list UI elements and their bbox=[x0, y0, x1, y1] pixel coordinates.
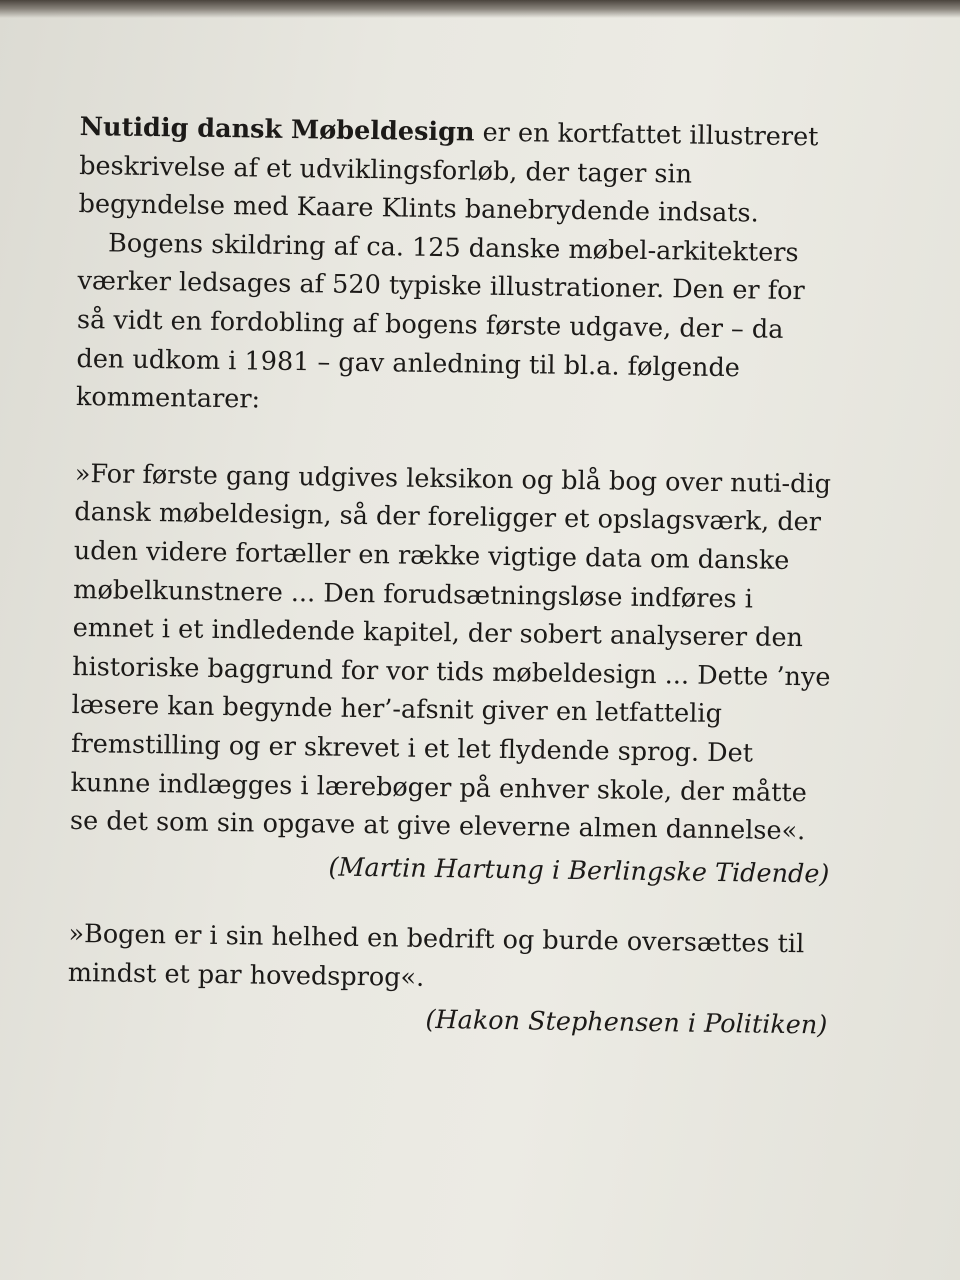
intro-text: er en kortfattet illustreret beskrivelse af et udviklingsforløb, der tager sin begyndelse med Kaare Klints banebrydende indsats. bbox=[78, 117, 819, 229]
quote-berlingske: »For første gang udgives leksikon og blå bog over nuti-dig dansk møbeldesign, så der foreligger et opslagsværk, der uden videre fortæller en række vigtige data om danske møbelkunstnere ... Den forudsætningsløse indføres i emnet i et indledende kapitel, der sobert analyserer den historiske baggrund for vor tids møbeldesign ... Dette ’nye læsere kan begynde her’-afsnit giver en letfattelig fremstilling og er skrevet i et let flydende sprog. Det kunne indlægges i lærebøger på enhver skole, der måtte se det som sin opgave at give eleverne almen dannelse«. bbox=[69, 458, 832, 847]
quote-source-berlingske: (Martin Hartung i Berlingske Tidende) bbox=[328, 852, 830, 890]
page-text bbox=[67, 108, 840, 1046]
page-top-edge bbox=[0, 0, 960, 18]
book-title: Nutidig dansk Møbeldesign bbox=[79, 111, 475, 148]
quote-source-politiken: (Hakon Stephensen i Politiken) bbox=[425, 1005, 828, 1041]
quote-politiken: »Bogen er i sin helhed en bedrift og burde oversættes til mindst et par hovedsprog«. bbox=[67, 919, 805, 993]
description-paragraph: Bogens skildring af ca. 125 danske møbel-arkitekters værker ledsages af 520 typiske illustrationer. Den er for så vidt en fordobling af bogens første udgave, der – da den udkom i 1981 – gav anledning til bl.a. følgende kommentarer: bbox=[75, 228, 805, 415]
intro-paragraph bbox=[78, 108, 840, 234]
